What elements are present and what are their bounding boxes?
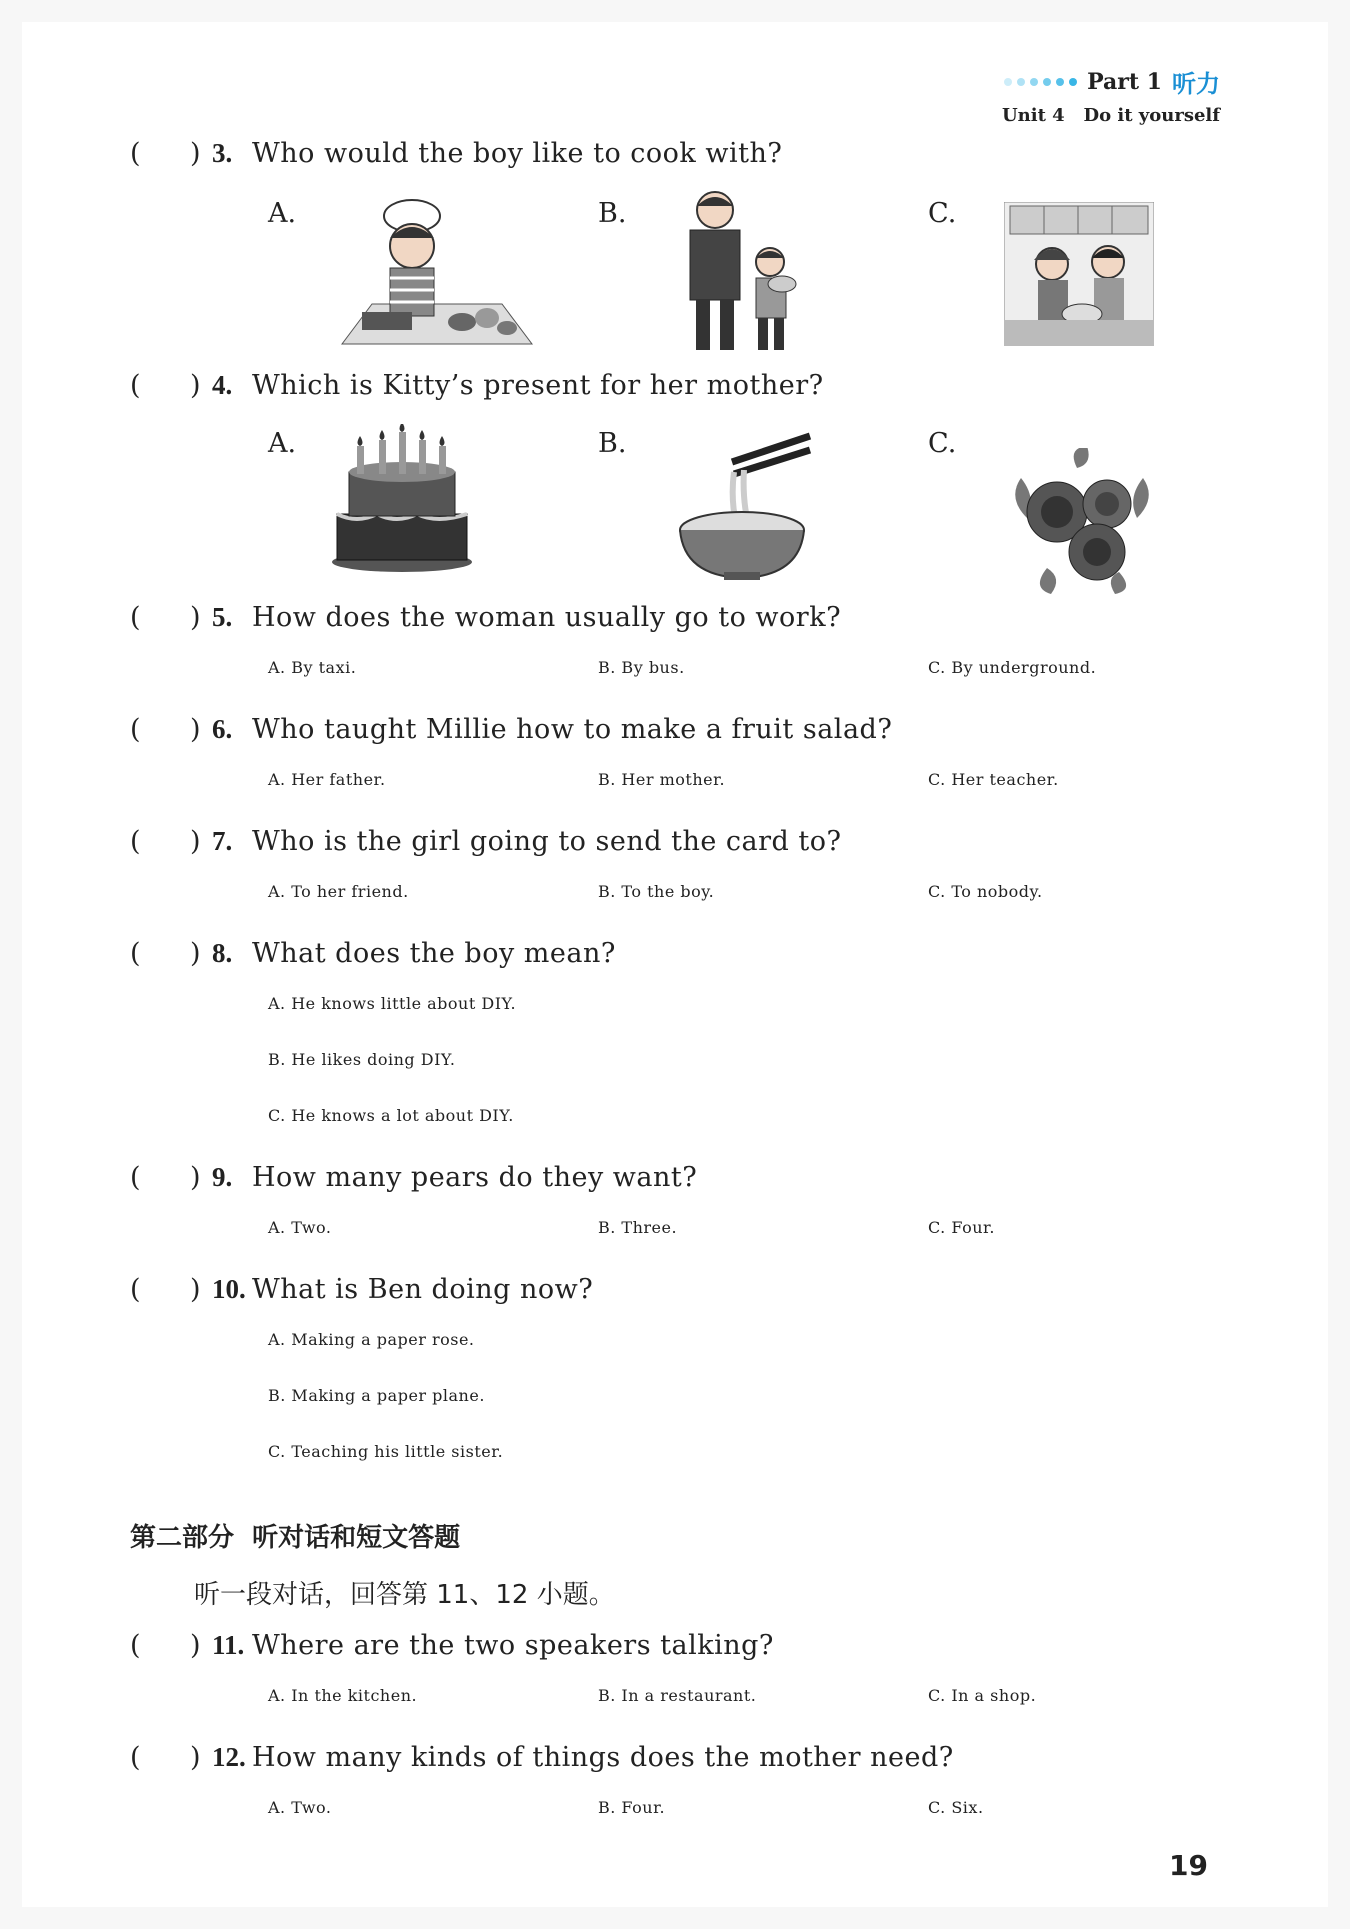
question-5: ( ) 5. How does the woman usually go to work?	[130, 602, 842, 633]
question-text: How many pears do they want?	[252, 1162, 698, 1193]
page-header	[1002, 64, 1220, 126]
birthday-cake-picture[interactable]	[327, 424, 477, 574]
option-b: B. He likes doing DIY.	[268, 1050, 456, 1069]
option-a-label: A.	[268, 198, 297, 229]
unit-label: Unit 4 Do it yourself	[1001, 105, 1220, 126]
question-text: Who taught Millie how to make a fruit salad?	[252, 714, 893, 745]
option-a: A. Two.	[268, 1798, 332, 1817]
option-c: C. Her teacher.	[928, 770, 1059, 789]
option-b: B. Three.	[598, 1218, 678, 1237]
question-12: ( ) 12. How many kinds of things does the mother need?	[130, 1742, 954, 1773]
page-number: 19	[1169, 1849, 1208, 1882]
question-number: 4.	[212, 370, 233, 400]
question-text: Where are the two speakers talking?	[252, 1630, 774, 1661]
question-text: Who is the girl going to send the card to?	[252, 826, 842, 857]
question-3: ( ) 3. Who would the boy like to cook with?	[130, 138, 783, 169]
option-c: C. To nobody.	[928, 882, 1043, 901]
decorative-dots	[1004, 78, 1077, 86]
question-text: Which is Kitty’s present for her mother?	[252, 370, 824, 401]
option-a: A. Her father.	[268, 770, 386, 789]
option-a-label: A.	[268, 428, 297, 459]
part-label: Part 1	[1087, 68, 1162, 95]
question-text: How does the woman usually go to work?	[252, 602, 842, 633]
flowers-picture[interactable]	[1007, 448, 1157, 596]
question-9: ( ) 9. How many pears do they want?	[130, 1162, 698, 1193]
question-text: What does the boy mean?	[252, 938, 616, 969]
option-a: A. To her friend.	[268, 882, 409, 901]
boy-and-girl-cooking-picture[interactable]	[1004, 202, 1154, 346]
option-c: C. Four.	[928, 1218, 995, 1237]
father-and-boy-picture[interactable]	[670, 188, 810, 358]
option-a: A. Two.	[268, 1218, 332, 1237]
question-number: 8.	[212, 938, 233, 968]
question-number: 11.	[212, 1630, 245, 1660]
option-b: B. Four.	[598, 1798, 666, 1817]
option-c: C. He knows a lot about DIY.	[268, 1106, 514, 1125]
question-6: ( ) 6. Who taught Millie how to make a fruit salad?	[130, 714, 893, 745]
option-b-label: B.	[598, 428, 627, 459]
option-a: A. He knows little about DIY.	[268, 994, 517, 1013]
option-b: B. By bus.	[598, 658, 685, 677]
option-a: A. By taxi.	[268, 658, 357, 677]
question-text: How many kinds of things does the mother need?	[252, 1742, 954, 1773]
question-4: ( ) 4. Which is Kitty’s present for her mother?	[130, 370, 824, 401]
option-c-label: C.	[928, 198, 957, 229]
question-number: 12.	[212, 1742, 246, 1772]
question-number: 3.	[212, 138, 233, 168]
question-number: 10.	[212, 1274, 246, 1304]
option-a: A. Making a paper rose.	[268, 1330, 475, 1349]
option-c: C. Teaching his little sister.	[268, 1442, 504, 1461]
question-11: ( ) 11. Where are the two speakers talking?	[130, 1630, 774, 1661]
question-number: 7.	[212, 826, 233, 856]
section-2-title: 第二部分 听对话和短文答题	[130, 1523, 461, 1553]
worksheet-page	[22, 22, 1328, 1907]
option-c: C. Six.	[928, 1798, 984, 1817]
question-10: ( ) 10. What is Ben doing now?	[130, 1274, 594, 1305]
section-2-instruction: 听一段对话，回答第 11、12 小题。	[194, 1580, 615, 1610]
question-number: 5.	[212, 602, 233, 632]
option-b: B. To the boy.	[598, 882, 715, 901]
section-label-cn: 听力	[1172, 70, 1220, 98]
noodles-bowl-picture[interactable]	[672, 432, 812, 582]
option-a: A. In the kitchen.	[268, 1686, 418, 1705]
option-b: B. Making a paper plane.	[268, 1386, 485, 1405]
question-number: 9.	[212, 1162, 233, 1192]
option-b: B. In a restaurant.	[598, 1686, 757, 1705]
option-c: C. In a shop.	[928, 1686, 1037, 1705]
option-c-label: C.	[928, 428, 957, 459]
question-7: ( ) 7. Who is the girl going to send the card to?	[130, 826, 842, 857]
option-b-label: B.	[598, 198, 627, 229]
question-text: Who would the boy like to cook with?	[252, 138, 783, 169]
option-c: C. By underground.	[928, 658, 1097, 677]
option-b: B. Her mother.	[598, 770, 726, 789]
question-text: What is Ben doing now?	[252, 1274, 594, 1305]
question-8: ( ) 8. What does the boy mean?	[130, 938, 616, 969]
boy-cooking-alone-picture[interactable]	[322, 194, 552, 350]
question-number: 6.	[212, 714, 233, 744]
